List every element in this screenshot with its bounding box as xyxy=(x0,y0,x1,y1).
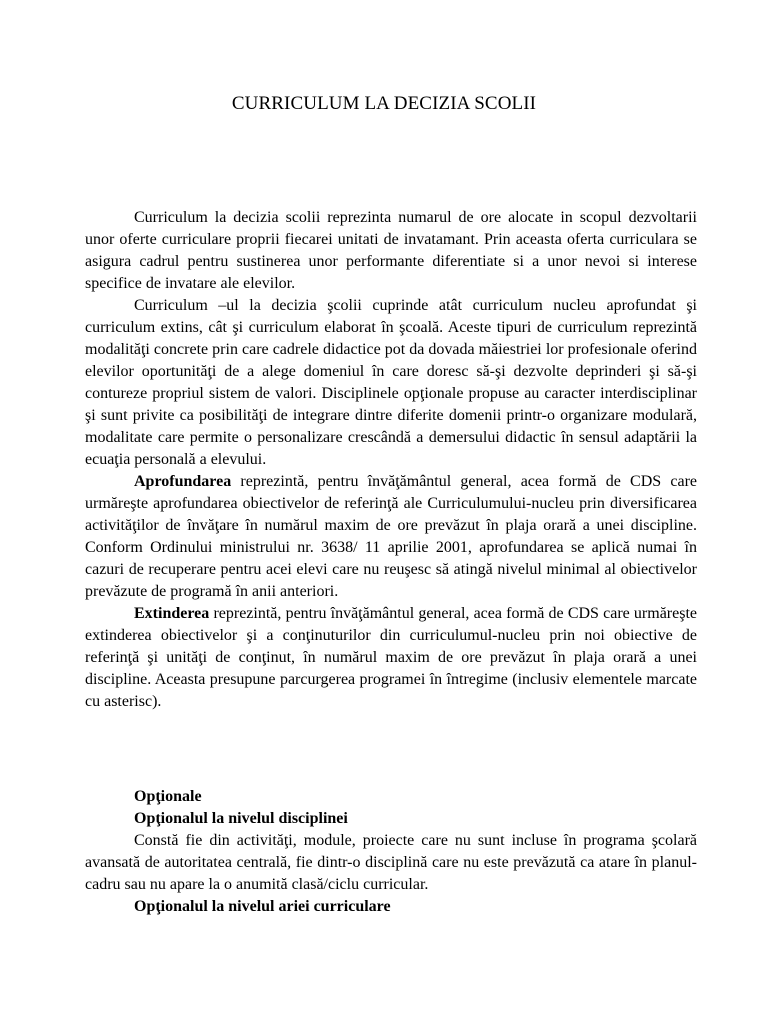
subheading-optional-arie: Opţionalul la nivelul ariei curriculare xyxy=(134,898,391,915)
page-title: CURRICULUM LA DECIZIA SCOLII xyxy=(231,93,537,114)
term-extinderea: Extinderea xyxy=(134,605,210,622)
paragraph-cds-content: Curriculum –ul la decizia şcolii cuprinde atât curriculum nucleu aprofundat şi curriculum extins, cât şi curriculum elaborat în şcoală. Aceste tipuri de curriculum reprezintă modalităţi concrete prin care cadrele didactice pot da dovada măiestriei lor profesionale oferind elevilor oportunităţi de a alege domeniul în care doresc să-şi dezvolte deprinderi şi să-şi contureze propriul sistem de valori. Disciplinele opţionale propuse au caracter interdisciplinar şi sunt privite ca posibilităţi de integrare dintre diferite domenii printr-o organizare modulară, modalitate care permite o personalizare crescândă a demersului didactic în sensul adaptării la ecuaţia personală a elevului. xyxy=(85,297,697,468)
main-section xyxy=(85,207,697,713)
aprofundarea-text: reprezintă, pentru învăţământul general, acea formă de CDS care urmăreşte aprofundarea obiectivelor de referinţă ale Curriculumului-nucleu prin diversificarea activităţilor de învăţare în numărul maxim de ore prevăzut în plaja orară a unei discipline. Conform Ordinului ministrului nr. 3638/ 11 aprilie 2001, aprofundarea se aplică numai în cazuri de recuperare pentru acei elevi care nu reuşesc să atingă nivelul minimal al obiectivelor prevăzute de programă în anii anteriori. xyxy=(85,473,697,600)
paragraph-aprofundarea xyxy=(85,471,697,603)
paragraph-extinderea xyxy=(85,603,697,713)
term-aprofundarea: Aprofundarea xyxy=(134,473,232,490)
subheading-optional-disciplina: Opţionalul la nivelul disciplinei xyxy=(134,810,348,827)
paragraph-cds-definition: Curriculum la decizia scolii reprezinta numarul de ore alocate in scopul dezvoltarii unor oferte curriculare proprii fiecarei unitati de invatamant. Prin aceasta oferta curriculara se asigura cadrul pentru sustinerea unor performante diferentiate si a unor nevoi si interese specifice de invatare ale elevilor. xyxy=(85,209,697,292)
paragraph-optional-disciplina: Constă fie din activităţi, module, proiecte care nu sunt incluse în programa şcolară avansată de autoritatea centrală, fie dintr-o disciplină care nu este prevăzută ca atare în planul-cadru sau nu apare la o anumită clasă/ciclu curricular. xyxy=(85,832,697,893)
optionale-section xyxy=(85,786,697,918)
section-heading-optionale: Opţionale xyxy=(134,788,202,805)
extinderea-text: reprezintă, pentru învăţământul general, acea formă de CDS care urmăreşte extinderea obiectivelor şi a conţinuturilor din curriculumul-nucleu prin noi obiective de referinţă şi unităţi de conţinut, în numărul maxim de ore prevăzut în plaja orară a unei discipline. Aceasta presupune parcurgerea programei în întregime (inclusiv elementele marcate cu asterisc). xyxy=(85,605,697,710)
